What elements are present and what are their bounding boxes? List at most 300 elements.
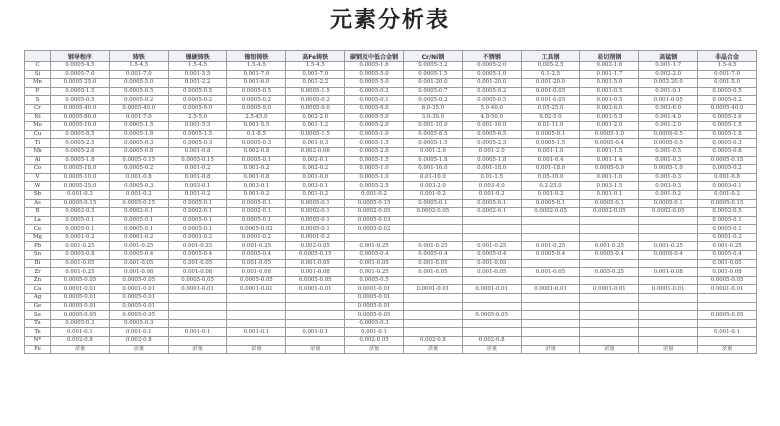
range-cell: 0.0005-1.8 [462, 156, 521, 165]
range-cell: 0.1-8.5 [227, 130, 286, 139]
range-cell: 0.001-0.2 [286, 190, 345, 199]
range-cell: 0.001-0.2 [168, 165, 227, 174]
range-cell: 0.0005-0.05 [345, 311, 404, 320]
range-cell [698, 319, 757, 328]
range-cell: 0.0005-25.0 [51, 79, 110, 88]
range-cell: 0.0005-0.4 [168, 251, 227, 260]
range-cell [227, 337, 286, 346]
range-cell: 0.001-1.4 [580, 156, 639, 165]
range-cell: 0.0001-0.01 [698, 285, 757, 294]
range-cell: 0.001-0.2 [639, 190, 698, 199]
range-cell [521, 216, 580, 225]
range-cell: 0.0005-40.0 [698, 104, 757, 113]
range-cell: 0.001-0.05 [286, 259, 345, 268]
range-cell: 余量 [345, 345, 404, 354]
range-cell: 0.0005-0.1 [51, 216, 110, 225]
table-row [25, 208, 757, 217]
range-cell: 0.001-0.25 [345, 242, 404, 251]
element-symbol: Ge [25, 302, 51, 311]
range-cell: 0.002-1.6 [580, 62, 639, 71]
range-cell: 0.001-0.05 [403, 259, 462, 268]
range-cell: 0.0005-0.05 [109, 276, 168, 285]
range-cell: 0.001-0.5 [580, 96, 639, 105]
range-cell: 0.0005-1.8 [109, 130, 168, 139]
range-cell: 0.001-10.0 [403, 165, 462, 174]
range-cell: 0.002-2.6 [286, 113, 345, 122]
range-cell [639, 319, 698, 328]
range-cell: 0.2-25.0 [521, 182, 580, 191]
range-cell [286, 311, 345, 320]
range-cell: 0.0002-0.5 [51, 208, 110, 217]
range-cell: 0.0005-0.01 [109, 294, 168, 303]
range-cell [227, 302, 286, 311]
range-cell [403, 328, 462, 337]
range-cell: 0.0005-0.2 [403, 96, 462, 105]
range-cell: 0.0001-0.2 [109, 233, 168, 242]
range-cell [168, 294, 227, 303]
range-cell: 余量 [698, 345, 757, 354]
range-cell: 0.001-0.8 [698, 173, 757, 182]
table-row [25, 190, 757, 199]
table-row [25, 311, 757, 320]
range-cell: 0.001-0.05 [639, 96, 698, 105]
range-cell: 0.0005-0.1 [521, 199, 580, 208]
range-cell: 余量 [286, 345, 345, 354]
range-cell: 0.001-18.0 [521, 165, 580, 174]
range-cell: 0.001-0.05 [521, 87, 580, 96]
header-cell-7: Cr/Ni钢 [403, 51, 462, 62]
table-row [25, 156, 757, 165]
table-row [25, 147, 757, 156]
range-cell [227, 294, 286, 303]
range-cell [168, 337, 227, 346]
range-cell: 0.0005-0.5 [698, 87, 757, 96]
range-cell: 0.001-20.0 [521, 79, 580, 88]
table-row [25, 79, 757, 88]
range-cell [286, 337, 345, 346]
range-cell [403, 302, 462, 311]
range-cell: 0.0005-1.0 [462, 70, 521, 79]
range-cell: 0.0005-1.8 [403, 156, 462, 165]
range-cell: 0.0001-0.01 [227, 285, 286, 294]
element-symbol: Sn [25, 251, 51, 260]
range-cell [639, 233, 698, 242]
range-cell: 0.0001-0.01 [403, 285, 462, 294]
range-cell: 0.0005-0.2 [168, 96, 227, 105]
header-cell-1: 钢导程序 [51, 51, 110, 62]
range-cell: 0.0005-0.1 [168, 225, 227, 234]
range-cell: 0.001-0.1 [51, 328, 110, 337]
range-cell: 0.001-5.5 [227, 122, 286, 131]
range-cell: 0.0005-0.4 [227, 251, 286, 260]
header-cell-11: 高锰钢 [639, 51, 698, 62]
range-cell: 0.0002-0.1 [109, 208, 168, 217]
element-symbol: Cr [25, 104, 51, 113]
element-analysis-table [24, 50, 757, 354]
range-cell: 0.05-25.0 [521, 104, 580, 113]
range-cell: 0.002-0.8 [462, 337, 521, 346]
element-symbol: La [25, 216, 51, 225]
range-cell: 余量 [168, 345, 227, 354]
range-cell: 0.0005-0.4 [580, 251, 639, 260]
range-cell [580, 216, 639, 225]
range-cell: 0.001-0.3 [639, 156, 698, 165]
range-cell: 余量 [403, 345, 462, 354]
range-cell: 0.0005-18.0 [51, 165, 110, 174]
range-cell: 0.001-0.2 [168, 190, 227, 199]
range-cell: 0.0005-1.5 [109, 122, 168, 131]
range-cell: 4.0-50.0 [462, 113, 521, 122]
range-cell: 0.001-2.0 [580, 122, 639, 131]
range-cell: 2.5-5.0 [168, 113, 227, 122]
range-cell: 0.0002-0.5 [698, 208, 757, 217]
range-cell: 0.003-0.3 [639, 182, 698, 191]
range-cell: 0.0005-1.5 [286, 87, 345, 96]
range-cell: 0.0005-0.2 [698, 96, 757, 105]
header-row [25, 51, 757, 62]
range-cell: 0.002-0.2 [286, 165, 345, 174]
range-cell: 0.001-0.05 [109, 259, 168, 268]
range-cell: 0.001-0.08 [698, 268, 757, 277]
range-cell: 0.002-0.8 [109, 337, 168, 346]
range-cell: 0.0002-0.05 [345, 208, 404, 217]
table-row [25, 87, 757, 96]
range-cell: 0.0005-0.8 [109, 147, 168, 156]
range-cell: 0.001-2.2 [286, 79, 345, 88]
range-cell: 0.001-20.0 [403, 79, 462, 88]
range-cell [286, 319, 345, 328]
range-cell: 0.001-2.0 [403, 147, 462, 156]
range-cell: 3.0-30.0 [403, 113, 462, 122]
range-cell: 0.001-7.0 [109, 113, 168, 122]
range-cell: 0.0005-1.0 [580, 130, 639, 139]
range-cell: 0.002-0.8 [403, 337, 462, 346]
range-cell: 0.003-1.5 [580, 182, 639, 191]
range-cell: 0.0005-0.1 [286, 199, 345, 208]
element-symbol: W [25, 182, 51, 191]
range-cell: 0.001-0.2 [698, 190, 757, 199]
range-cell: 1.5-4.5 [168, 62, 227, 71]
range-cell [521, 311, 580, 320]
range-cell: 0.0005-4.5 [51, 62, 110, 71]
header-cell-6: 碳钢及中低合金钢 [345, 51, 404, 62]
range-cell: 0.0001-0.2 [168, 233, 227, 242]
range-cell: 0.001-5.5 [168, 70, 227, 79]
range-cell [462, 276, 521, 285]
range-cell [639, 302, 698, 311]
range-cell: 0.001-0.2 [403, 190, 462, 199]
range-cell: 0.0002-0.1 [168, 208, 227, 217]
range-cell [227, 319, 286, 328]
range-cell: 0.0005-0.3 [109, 182, 168, 191]
range-cell: 0.002-0.06 [286, 147, 345, 156]
range-cell: 0.001-0.08 [286, 268, 345, 277]
range-cell: 0.0005-0.1 [403, 199, 462, 208]
header-cell-3: 镍硬铸铁 [168, 51, 227, 62]
range-cell [168, 302, 227, 311]
range-cell: 0.0005-1.5 [403, 70, 462, 79]
range-cell: 0.0005-0.1 [227, 216, 286, 225]
element-symbol: Ce [25, 225, 51, 234]
range-cell: 0.001-2.0 [462, 147, 521, 156]
range-cell: 0.0005-0.1 [639, 199, 698, 208]
element-symbol: Zn [25, 276, 51, 285]
range-cell: 0.0005-0.2 [227, 96, 286, 105]
range-cell: 0.0005-0.3 [345, 319, 404, 328]
range-cell: 0.0005-2.6 [51, 147, 110, 156]
range-cell [227, 311, 286, 320]
range-cell: 1.5-4.5 [698, 62, 757, 71]
table-row [25, 225, 757, 234]
range-cell: 0.0005-0.05 [51, 311, 110, 320]
range-cell: 0.0005-0.5 [51, 96, 110, 105]
element-symbol: Cu [25, 130, 51, 139]
range-cell: 0.001-0.8 [109, 173, 168, 182]
range-cell: 0.01-1.5 [462, 173, 521, 182]
element-symbol: Co [25, 165, 51, 174]
range-cell [403, 294, 462, 303]
element-symbol: Ni [25, 113, 51, 122]
table-row [25, 113, 757, 122]
range-cell: 0.001-1.0 [521, 147, 580, 156]
range-cell: 0.0005-0.1 [462, 199, 521, 208]
range-cell: 0.001-2.0 [639, 122, 698, 131]
range-cell: 0.0005-2.6 [698, 113, 757, 122]
range-cell [462, 233, 521, 242]
range-cell: 0.0005-0.05 [698, 276, 757, 285]
table-row [25, 319, 757, 328]
range-cell: 0.0005-3.2 [403, 62, 462, 71]
range-cell [462, 216, 521, 225]
range-cell [639, 259, 698, 268]
header-cell-element [25, 51, 51, 62]
element-symbol: Bi [25, 259, 51, 268]
range-cell: 0.0005-1.5 [345, 156, 404, 165]
range-cell: 0.0005-0.4 [639, 251, 698, 260]
table-row [25, 268, 757, 277]
range-cell: 0.001-5.0 [580, 79, 639, 88]
range-cell: 0.0005-0.8 [698, 147, 757, 156]
range-cell: 0.0005-1.0 [345, 173, 404, 182]
range-cell: 0.0005-0.4 [462, 251, 521, 260]
range-cell: 0.1-2.5 [521, 70, 580, 79]
range-cell: 0.0005-0.01 [345, 302, 404, 311]
element-symbol: Al [25, 156, 51, 165]
range-cell: 0.0005-0.05 [168, 276, 227, 285]
range-cell: 0.001-0.4 [521, 156, 580, 165]
range-cell: 0.002-0.1 [286, 156, 345, 165]
range-cell [639, 294, 698, 303]
range-cell: 0.0005-2.5 [345, 182, 404, 191]
range-cell: 0.0005-8.5 [403, 130, 462, 139]
range-cell: 0.001-0.25 [580, 242, 639, 251]
range-cell: 0.0001-0.2 [286, 233, 345, 242]
range-cell: 0.001-0.25 [51, 268, 110, 277]
range-cell: 0.0005-2.0 [345, 147, 404, 156]
range-cell: 0.001-0.05 [521, 96, 580, 105]
range-cell: 0.0005-2.0 [345, 122, 404, 131]
range-cell: 0.0005-0.15 [286, 251, 345, 260]
range-cell [580, 225, 639, 234]
range-cell: 0.003-6.0 [639, 104, 698, 113]
range-cell: 0.0002-0.1 [286, 208, 345, 217]
range-cell: 0.02-5.0 [521, 113, 580, 122]
element-symbol: C [25, 62, 51, 71]
element-symbol: Si [25, 70, 51, 79]
range-cell: 0.001-0.05 [698, 259, 757, 268]
range-cell: 0.0005-0.1 [227, 199, 286, 208]
range-cell: 0.0005-0.2 [109, 165, 168, 174]
range-cell: 0.001-1.7 [580, 70, 639, 79]
range-cell [168, 319, 227, 328]
table-row [25, 199, 757, 208]
range-cell: 0.001-0.8 [227, 173, 286, 182]
range-cell: 0.0005-0.01 [51, 302, 110, 311]
range-cell: 0.002-0.05 [286, 242, 345, 251]
range-cell: 余量 [51, 345, 110, 354]
range-cell [521, 259, 580, 268]
range-cell: 0.0005-0.7 [403, 87, 462, 96]
range-cell [462, 302, 521, 311]
range-cell: 0.0005-1.0 [639, 165, 698, 174]
range-cell: 0.001-0.25 [698, 242, 757, 251]
table-row [25, 139, 757, 148]
range-cell: 0.0005-1.5 [51, 87, 110, 96]
range-cell: 0.001-4.0 [639, 113, 698, 122]
range-cell [698, 302, 757, 311]
range-cell: 0.0005-5.0 [345, 70, 404, 79]
range-cell [580, 311, 639, 320]
range-cell [639, 216, 698, 225]
range-cell: 0.001-0.8 [286, 173, 345, 182]
range-cell: 0.0005-0.15 [345, 199, 404, 208]
range-cell: 0.0005-0.1 [51, 225, 110, 234]
range-cell: 0.001-0.3 [286, 139, 345, 148]
range-cell: 0.001-0.05 [521, 268, 580, 277]
range-cell: 0.001-0.3 [639, 173, 698, 182]
range-cell: 0.005-0.25 [580, 268, 639, 277]
range-cell: 0.003-4.0 [462, 182, 521, 191]
range-cell: 0.001-0.05 [168, 259, 227, 268]
range-cell: 0.0001-0.01 [580, 285, 639, 294]
range-cell: 0.001-7.0 [286, 70, 345, 79]
range-cell: 0.0005-1.5 [698, 122, 757, 131]
range-cell [521, 319, 580, 328]
range-cell: 0.0001-0.01 [51, 285, 110, 294]
range-cell: 0.001-0.2 [521, 190, 580, 199]
range-cell: 1.5-4.5 [109, 62, 168, 71]
range-cell: 0.0005-9.0 [168, 104, 227, 113]
range-cell: 0.0005-0.4 [580, 139, 639, 148]
range-cell [521, 302, 580, 311]
range-cell: 0.0005-0.4 [521, 251, 580, 260]
range-cell: 0.0002-0.05 [521, 208, 580, 217]
range-cell: 0.0005-0.05 [109, 311, 168, 320]
range-cell: 0.0005-0.3 [109, 319, 168, 328]
range-cell: 0.0005-0.4 [345, 251, 404, 260]
range-cell: 0.001-0.25 [639, 242, 698, 251]
range-cell: 0.0005-0.05 [462, 311, 521, 320]
range-cell: 0.01-11.0 [521, 122, 580, 131]
element-symbol: Ag [25, 294, 51, 303]
range-cell: 0.0005-0.05 [286, 276, 345, 285]
element-symbol: Ta [25, 319, 51, 328]
range-cell: 0.001-1.7 [639, 62, 698, 71]
element-symbol: P [25, 87, 51, 96]
range-cell: 0.0005-0.15 [51, 199, 110, 208]
range-cell [521, 294, 580, 303]
range-cell: 0.001-0.25 [51, 242, 110, 251]
table-row [25, 130, 757, 139]
range-cell: 0.001-0.1 [580, 190, 639, 199]
range-cell: 0.001-5.0 [698, 79, 757, 88]
range-cell: 0.0005-1.6 [345, 62, 404, 71]
range-cell: 0.001-0.8 [168, 173, 227, 182]
range-cell [462, 319, 521, 328]
range-cell [403, 319, 462, 328]
range-cell [286, 294, 345, 303]
range-cell: 0.0005-1.0 [345, 165, 404, 174]
range-cell [639, 225, 698, 234]
range-cell: 0.0005-0.1 [168, 199, 227, 208]
range-cell: 0.05-10.0 [521, 173, 580, 182]
range-cell: 0.0005-2.0 [462, 62, 521, 71]
range-cell: 0.0005-0.1 [286, 225, 345, 234]
range-cell: 0.0005-0.1 [109, 216, 168, 225]
range-cell: 0.01-10.0 [403, 173, 462, 182]
range-cell: 0.0001-0.01 [345, 285, 404, 294]
range-cell: 0.0002-0.1 [227, 208, 286, 217]
range-cell [403, 276, 462, 285]
range-cell [698, 294, 757, 303]
range-cell: 0.0005-0.1 [698, 225, 757, 234]
table-row [25, 337, 757, 346]
range-cell: 0.001-0.1 [345, 328, 404, 337]
range-cell: 0.0001-0.01 [286, 285, 345, 294]
range-cell: 0.002-0.05 [345, 337, 404, 346]
range-cell: 0.0005-2.5 [462, 139, 521, 148]
range-cell: 0.0005-0.5 [345, 276, 404, 285]
range-cell: 0.0005-9.0 [227, 104, 286, 113]
range-cell: 0.0005-8.5 [51, 130, 110, 139]
range-cell [639, 328, 698, 337]
range-cell: 余量 [580, 345, 639, 354]
range-cell: 0.0005-0.1 [521, 130, 580, 139]
range-cell: 0.0005-0.05 [227, 276, 286, 285]
range-cell: 0.001-10.0 [462, 122, 521, 131]
range-cell: 0.0005-5.0 [109, 79, 168, 88]
range-cell: 0.001-10.0 [403, 122, 462, 131]
range-cell [580, 337, 639, 346]
range-cell: 0.003-2.0 [403, 182, 462, 191]
range-cell [521, 276, 580, 285]
table-row [25, 294, 757, 303]
header-cell-4: 镍铝铸铁 [227, 51, 286, 62]
range-cell: 0.0005-6.5 [462, 130, 521, 139]
range-cell: 0.003-0.1 [286, 182, 345, 191]
range-cell: 0.0001-0.2 [698, 233, 757, 242]
range-cell [580, 302, 639, 311]
element-symbol: Fe [25, 345, 51, 354]
range-cell [462, 328, 521, 337]
range-cell [521, 328, 580, 337]
range-cell [580, 328, 639, 337]
range-cell: 0.001-5.5 [168, 122, 227, 131]
table-row [25, 173, 757, 182]
range-cell: 0.0005-0.1 [286, 216, 345, 225]
range-cell [521, 233, 580, 242]
range-cell: 0.001-7.0 [109, 70, 168, 79]
